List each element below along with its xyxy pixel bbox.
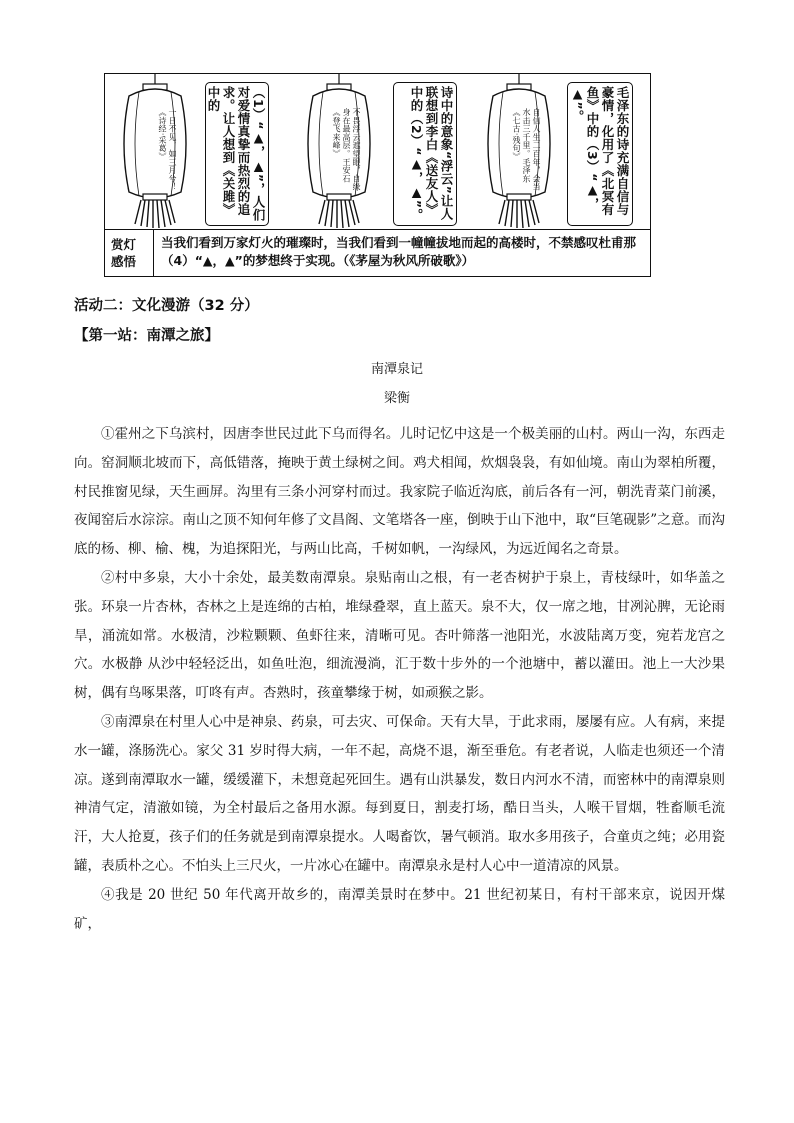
lantern-2-caption: 诗中的意象“浮云”让人联想到李白《送友人》中的（2）“▲，▲”。 bbox=[393, 82, 457, 226]
lantern-1-caption: （1）“▲，▲”，人们对爱情真挚而热烈的追求。让人想到《关雎》中的 bbox=[205, 82, 269, 226]
article-body bbox=[74, 420, 725, 938]
lantern-2-poem: 不畏浮云遮望眼，自缘身在最高层。王安石《登飞来峰》 bbox=[332, 108, 361, 191]
station-heading: 【第一站：南潭之旅】 bbox=[74, 328, 219, 344]
appreciation-text: 当我们看到万家灯火的璀璨时，当我们看到一幢幢拔地而起的高楼时，不禁感叹杜甫那（4）“▲，▲”的梦想终于实现。（《茅屋为秋风所破歌》） bbox=[161, 235, 637, 268]
lantern-illustration bbox=[104, 73, 651, 277]
activity-heading: 活动二：文化漫游（32 分） bbox=[74, 298, 259, 314]
article-paragraph-2: ②村中多泉，大小十余处，最美数南潭泉。泉贴南山之根，有一老杏树护于泉上，青枝绿叶，如华盖之张。环泉一片杏林，杏林之上是连绵的古柏，堆绿叠翠，直上蓝天。泉不大，仅一席之地，甘冽沁脾，无论雨旱，涌流如常。水极清，沙粒颗颗、鱼虾往来，清晰可见。杏叶筛落一池阳光，水波陆离万变，宛若龙宫之穴。水极静 从沙中轻轻泛出，如鱼吐泡，细流漫淌，汇于数十步外的一个池塘中，蓄以灌田。池上一大沙果树，偶有鸟啄果落，叮咚有声。杏熟时，孩童攀缘于树，如顽猴之影。 bbox=[74, 569, 725, 702]
article-paragraph-4: ④我是 20 世纪 50 年代离开故乡的，南潭美景时在梦中。21 世纪初某日，有村干部来京，说因开煤矿， bbox=[74, 886, 725, 932]
lantern-3-caption: 毛泽东的诗充满自信与豪情，化用了《北冥有鱼》中的（3）“▲，▲”。 bbox=[567, 82, 633, 226]
lantern-1-poem: 一日不见，如三月兮！《诗经·采葛》 bbox=[158, 108, 177, 191]
article-paragraph-1: ①霍州之下乌滨村，因唐李世民过此下乌而得名。儿时记忆中这是一个极美丽的山村。两山一沟，东西走向。窑洞顺北坡而下，高低错落，掩映于黄土绿树之间。鸡犬相闻，炊烟袅袅，有如仙境。南山为翠柏所覆，村民推窗见绿，天生画屏。沟里有三条小河穿村而过。我家院子临近沟底，前后各有一河，朝洗青菜门前溪，夜闻窑后水淙淙。南山之顶不知何年修了文昌阁、文笔塔各一座，倒映于山下池中，取“巨笔砚影”之意。而沟底的杨、柳、榆、槐，为追探阳光，与两山比高，千树如帆，一沟绿风，为远近闻名之奇景。 bbox=[74, 426, 725, 558]
appreciation-divider bbox=[153, 230, 154, 276]
appreciation-box bbox=[105, 229, 650, 276]
appreciation-label: 赏灯感悟 bbox=[111, 237, 137, 269]
article-author: 梁衡 bbox=[383, 391, 410, 406]
article-title: 南潭泉记 bbox=[370, 362, 423, 377]
lantern-3-poem: 自信人生二百年，会当水击三千里。毛泽东《七古·残句》 bbox=[512, 108, 541, 191]
article-paragraph-3: ③南潭泉在村里人心中是神泉、药泉，可去灾、可保命。天有大旱，于此求雨，屡屡有应。人有病，来提水一罐，涤肠洗心。家父 31 岁时得大病，一年不起，高烧不退，渐至垂危。有老者说，人临走也须还一个清凉。遂到南潭取水一罐，缓缓灌下，未想竟起死回生。遇有山洪暴发，数日内河水不清，而密林中的南潭泉则神清气定，清澈如镜，为全村最后之备用水源。每到夏日，割麦打场，酷日当头，人喉干冒烟，牲畜顺毛流汗，大人抢夏，孩子们的任务就是到南潭泉提水。人喝畜饮，暑气顿消。取水多用孩子，合童贞之纯；必用瓷罐，表质朴之心。不怕头上三尺火，一片冰心在罐中。南潭泉永是村人心中一道清凉的风景。 bbox=[74, 713, 725, 874]
lantern-row bbox=[105, 74, 650, 230]
